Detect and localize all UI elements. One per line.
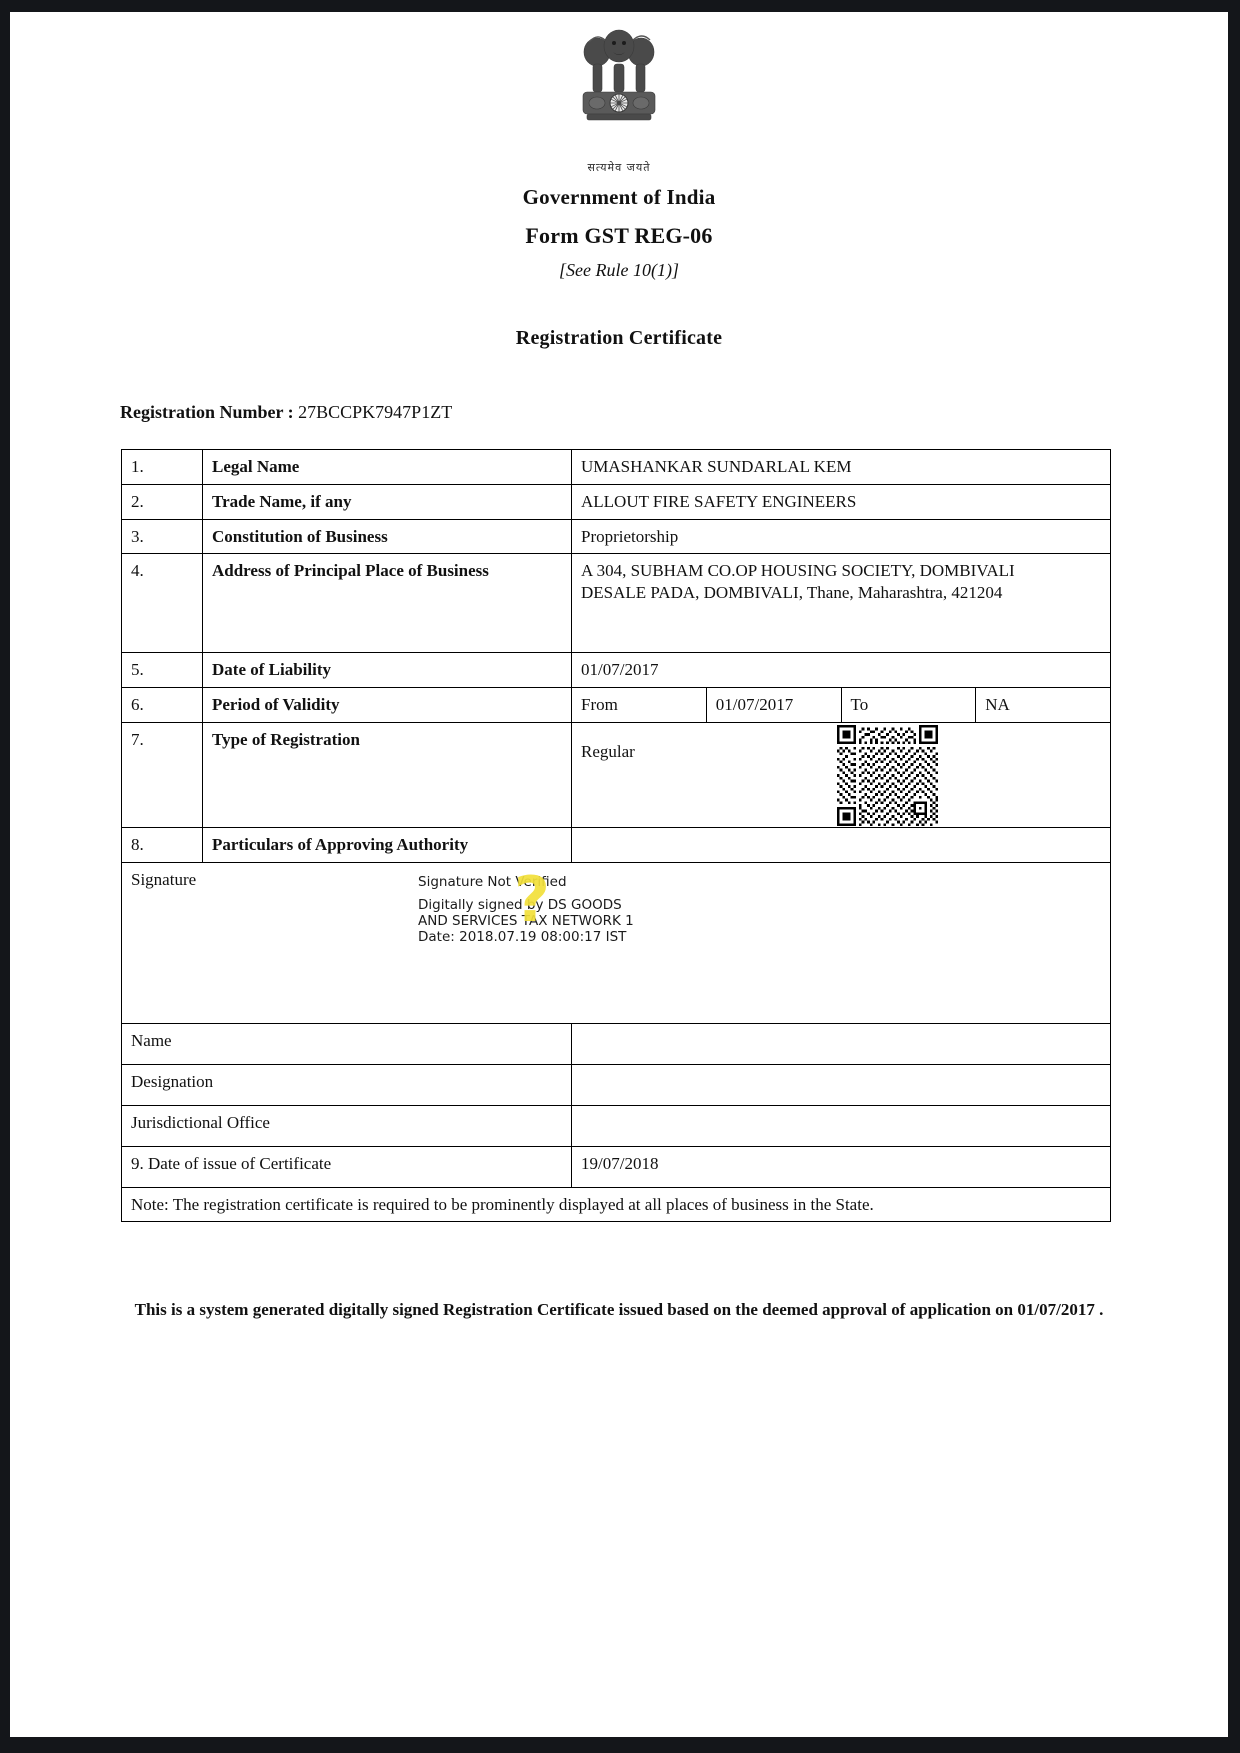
signature-date: Date: 2018.07.19 08:00:17 IST: [418, 929, 627, 946]
row-serial: 4.: [122, 554, 203, 653]
jurisdictional-office-label: Jurisdictional Office: [122, 1105, 572, 1146]
jurisdictional-office-value: [572, 1105, 1111, 1146]
validity-to-value: NA: [976, 688, 1111, 723]
table-row-jurisdictional-office: [122, 1105, 1111, 1146]
validity-from-value: 01/07/2017: [706, 688, 841, 723]
row-label: Legal Name: [203, 450, 572, 485]
signature-not-verified-text: Signature Not Verified: [418, 873, 567, 890]
question-mark-icon: ?: [514, 862, 550, 936]
row-value: Proprietorship: [572, 519, 1111, 554]
row-serial: 1.: [122, 450, 203, 485]
row-label: Date of Liability: [203, 653, 572, 688]
emblem-motto: सत्यमेव जयते: [587, 161, 651, 174]
address-line-2: DESALE PADA, DOMBIVALI, Thane, Maharashtra, 421204: [581, 583, 1003, 602]
row-value: [572, 554, 1111, 653]
row-label: Constitution of Business: [203, 519, 572, 554]
table-row: [122, 450, 1111, 485]
table-row-date-of-issue: [122, 1146, 1111, 1187]
row-value: ALLOUT FIRE SAFETY ENGINEERS: [572, 484, 1111, 519]
row-value: UMASHANKAR SUNDARLAL KEM: [572, 450, 1111, 485]
table-row: [122, 484, 1111, 519]
row-label: Trade Name, if any: [203, 484, 572, 519]
row-serial: 3.: [122, 519, 203, 554]
certificate-page: [10, 12, 1228, 1737]
note-text: Note: The registration certificate is required to be prominently displayed at all places of business in the State.: [122, 1187, 1111, 1222]
row-serial: 5.: [122, 653, 203, 688]
table-row: [122, 653, 1111, 688]
signature-heading: Signature: [131, 869, 197, 889]
india-state-emblem-icon: [571, 26, 667, 154]
registration-number-value: 27BCCPK7947P1ZT: [298, 402, 453, 422]
footer-statement: This is a system generated digitally signed Registration Certificate issued based on the deemed approval of application on 01/07/2017 .: [134, 1300, 1104, 1320]
row-label: Period of Validity: [203, 688, 572, 723]
qr-code: [837, 725, 938, 826]
signed-by-line-1: Digitally signed by DS GOODS: [418, 897, 622, 914]
authority-name-value: [572, 1023, 1111, 1064]
row-serial: 8.: [122, 827, 203, 862]
date-of-issue-value: 19/07/2018: [572, 1146, 1111, 1187]
type-of-registration-value: Regular: [581, 741, 635, 761]
table-row: [122, 827, 1111, 862]
signature-row: [122, 862, 1111, 1023]
signature-cell: [122, 862, 1111, 1023]
row-serial: 6.: [122, 688, 203, 723]
row-serial: 7.: [122, 722, 203, 827]
table-row-period-of-validity: [122, 688, 1111, 723]
table-row-type-of-registration: [122, 722, 1111, 827]
authority-designation-value: [572, 1064, 1111, 1105]
page-title: Registration Certificate: [515, 327, 723, 349]
authority-name-label: Name: [122, 1023, 572, 1064]
title-block: [10, 185, 1228, 350]
certificate-table: [121, 449, 1111, 1222]
government-title: Government of India: [522, 185, 716, 209]
row-label: Particulars of Approving Authority: [203, 827, 572, 862]
registration-number-line: [120, 402, 1228, 423]
row-label: Address of Principal Place of Business: [203, 554, 572, 653]
validity-to-label: To: [841, 688, 976, 723]
signed-by-line-2: AND SERVICES TAX NETWORK 1: [418, 913, 634, 930]
registration-number-label: Registration Number :: [120, 402, 294, 422]
row-value: [572, 722, 1111, 827]
validity-from-label: From: [572, 688, 707, 723]
table-row: [122, 554, 1111, 653]
row-label: Type of Registration: [203, 722, 572, 827]
authority-designation-label: Designation: [122, 1064, 572, 1105]
address-line-1: A 304, SUBHAM CO.OP HOUSING SOCIETY, DOMBIVALI: [581, 561, 1015, 581]
table-row: [122, 519, 1111, 554]
note-row: [122, 1187, 1111, 1222]
row-value: 01/07/2017: [572, 653, 1111, 688]
date-of-issue-label: 9. Date of issue of Certificate: [122, 1146, 572, 1187]
table-row-designation: [122, 1064, 1111, 1105]
table-row-name: [122, 1023, 1111, 1064]
rule-reference: [See Rule 10(1)]: [559, 260, 679, 280]
emblem-block: [10, 12, 1228, 175]
row-value: [572, 827, 1111, 862]
row-serial: 2.: [122, 484, 203, 519]
form-title: Form GST REG-06: [525, 223, 713, 248]
